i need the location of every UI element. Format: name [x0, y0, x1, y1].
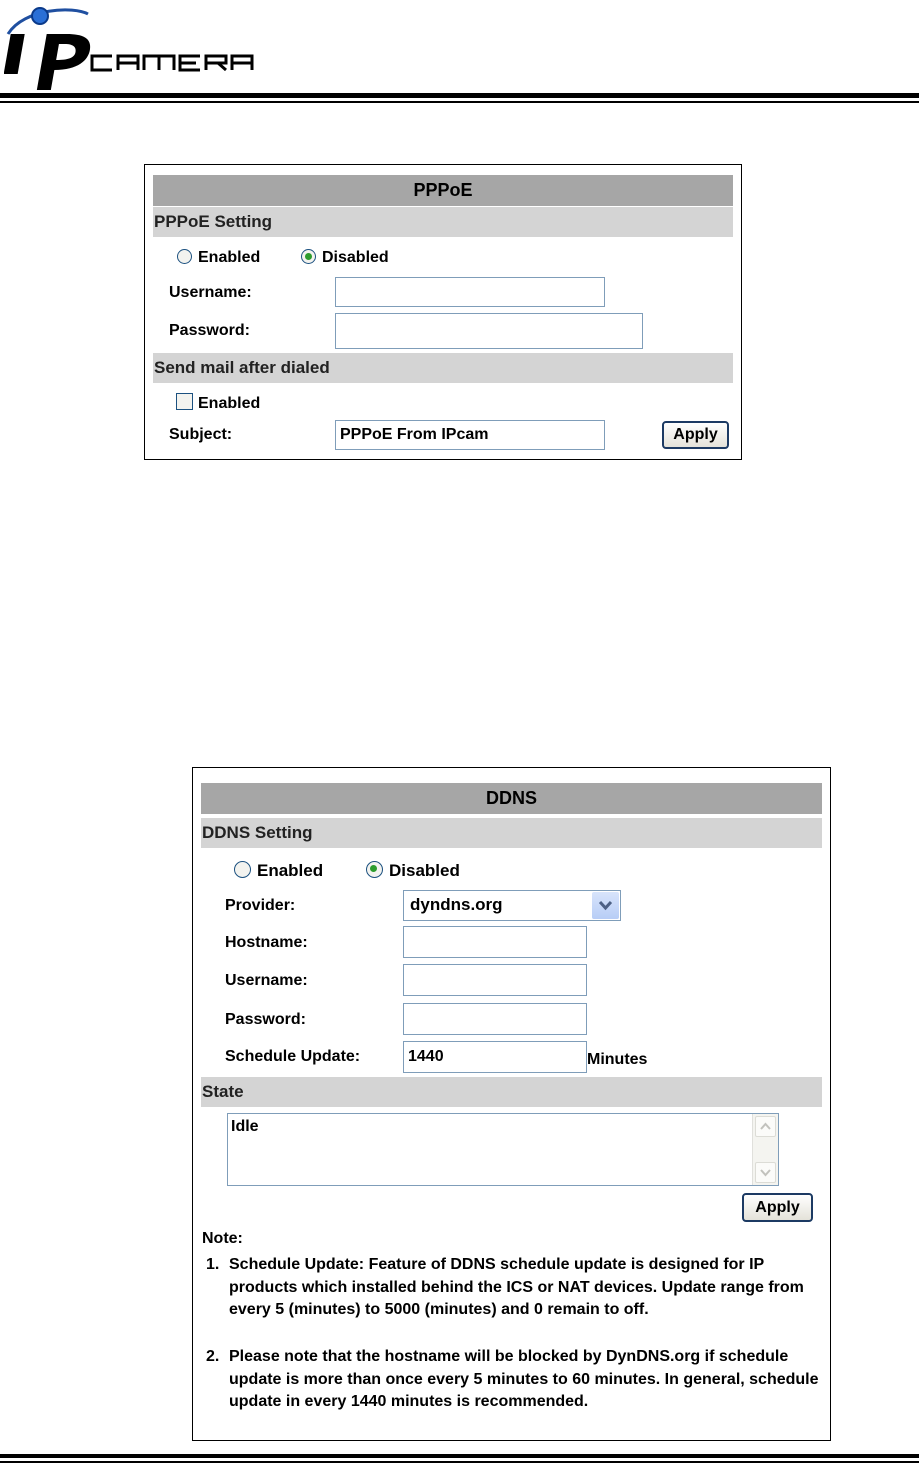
footer-rule-thin [0, 1461, 919, 1463]
subject-label: Subject: [169, 426, 233, 443]
pppoe-username-input[interactable] [335, 277, 605, 307]
state-textarea[interactable] [227, 1113, 779, 1186]
header-rule-thin [0, 101, 919, 103]
provider-label: Provider: [225, 897, 296, 914]
ddns-password-label: Password: [225, 1011, 306, 1028]
ddns-username-input[interactable] [403, 964, 587, 996]
pppoe-disabled-label: Disabled [322, 249, 389, 266]
mail-enabled-checkbox[interactable] [176, 393, 193, 410]
provider-selected-value: dyndns.org [410, 895, 503, 914]
note-text: Schedule Update: Feature of DDNS schedule update is designed for IP products which installed behind the ICS or NAT devices. Update range from every 5 (minutes) to 5000 (minutes) and 0 remain to off. [229, 1256, 804, 1318]
ddns-enabled-radio[interactable] [234, 861, 251, 878]
ddns-enabled-label: Enabled [257, 861, 324, 880]
note-item [206, 1346, 834, 1436]
subject-input[interactable] [335, 420, 605, 450]
schedule-unit-label: Minutes [587, 1051, 648, 1068]
header-rule [0, 93, 919, 98]
pppoe-title: PPPoE [153, 175, 733, 206]
ip-camera-logo [4, 4, 264, 94]
state-section: State [201, 1077, 822, 1107]
mail-enabled-label: Enabled [198, 395, 261, 412]
scroll-down-icon[interactable] [755, 1162, 776, 1183]
footer-rule [0, 1454, 919, 1458]
ddns-disabled-label: Disabled [389, 861, 460, 880]
pppoe-setting-section: PPPoE Setting [153, 207, 733, 237]
pppoe-mail-section: Send mail after dialed [153, 353, 733, 383]
pppoe-password-input[interactable] [335, 313, 643, 349]
pppoe-username-label: Username: [169, 284, 252, 301]
hostname-label: Hostname: [225, 934, 308, 951]
state-value: Idle [231, 1118, 259, 1135]
note-number: 1. [206, 1256, 220, 1273]
ddns-disabled-radio[interactable] [366, 861, 383, 878]
pppoe-enabled-label: Enabled [198, 249, 261, 266]
hostname-input[interactable] [403, 926, 587, 958]
provider-select[interactable] [403, 890, 621, 921]
pppoe-apply-button[interactable]: Apply [662, 421, 729, 449]
note-number: 2. [206, 1348, 220, 1365]
pppoe-panel [144, 164, 742, 460]
schedule-update-input[interactable] [403, 1041, 587, 1073]
ddns-title: DDNS [201, 783, 822, 814]
chevron-down-icon[interactable] [592, 892, 619, 919]
ddns-panel [192, 767, 831, 1441]
ddns-password-input[interactable] [403, 1003, 587, 1035]
note-item [206, 1254, 834, 1344]
ip-camera-logo-graphic [4, 4, 264, 94]
schedule-update-label: Schedule Update: [225, 1048, 361, 1065]
note-text: Please note that the hostname will be blocked by DynDNS.org if schedule update is more than once every 5 minutes to 60 minutes. In general, schedule update in every 1440 minutes is recommended. [229, 1348, 819, 1410]
note-heading: Note: [202, 1230, 243, 1247]
ddns-apply-button[interactable]: Apply [742, 1193, 813, 1222]
pppoe-enabled-radio[interactable] [177, 249, 192, 264]
pppoe-password-label: Password: [169, 322, 250, 339]
scroll-up-icon[interactable] [755, 1116, 776, 1137]
pppoe-disabled-radio[interactable] [301, 249, 316, 264]
ddns-username-label: Username: [225, 972, 308, 989]
state-scrollbar[interactable] [752, 1114, 778, 1185]
ddns-setting-section: DDNS Setting [201, 818, 822, 848]
